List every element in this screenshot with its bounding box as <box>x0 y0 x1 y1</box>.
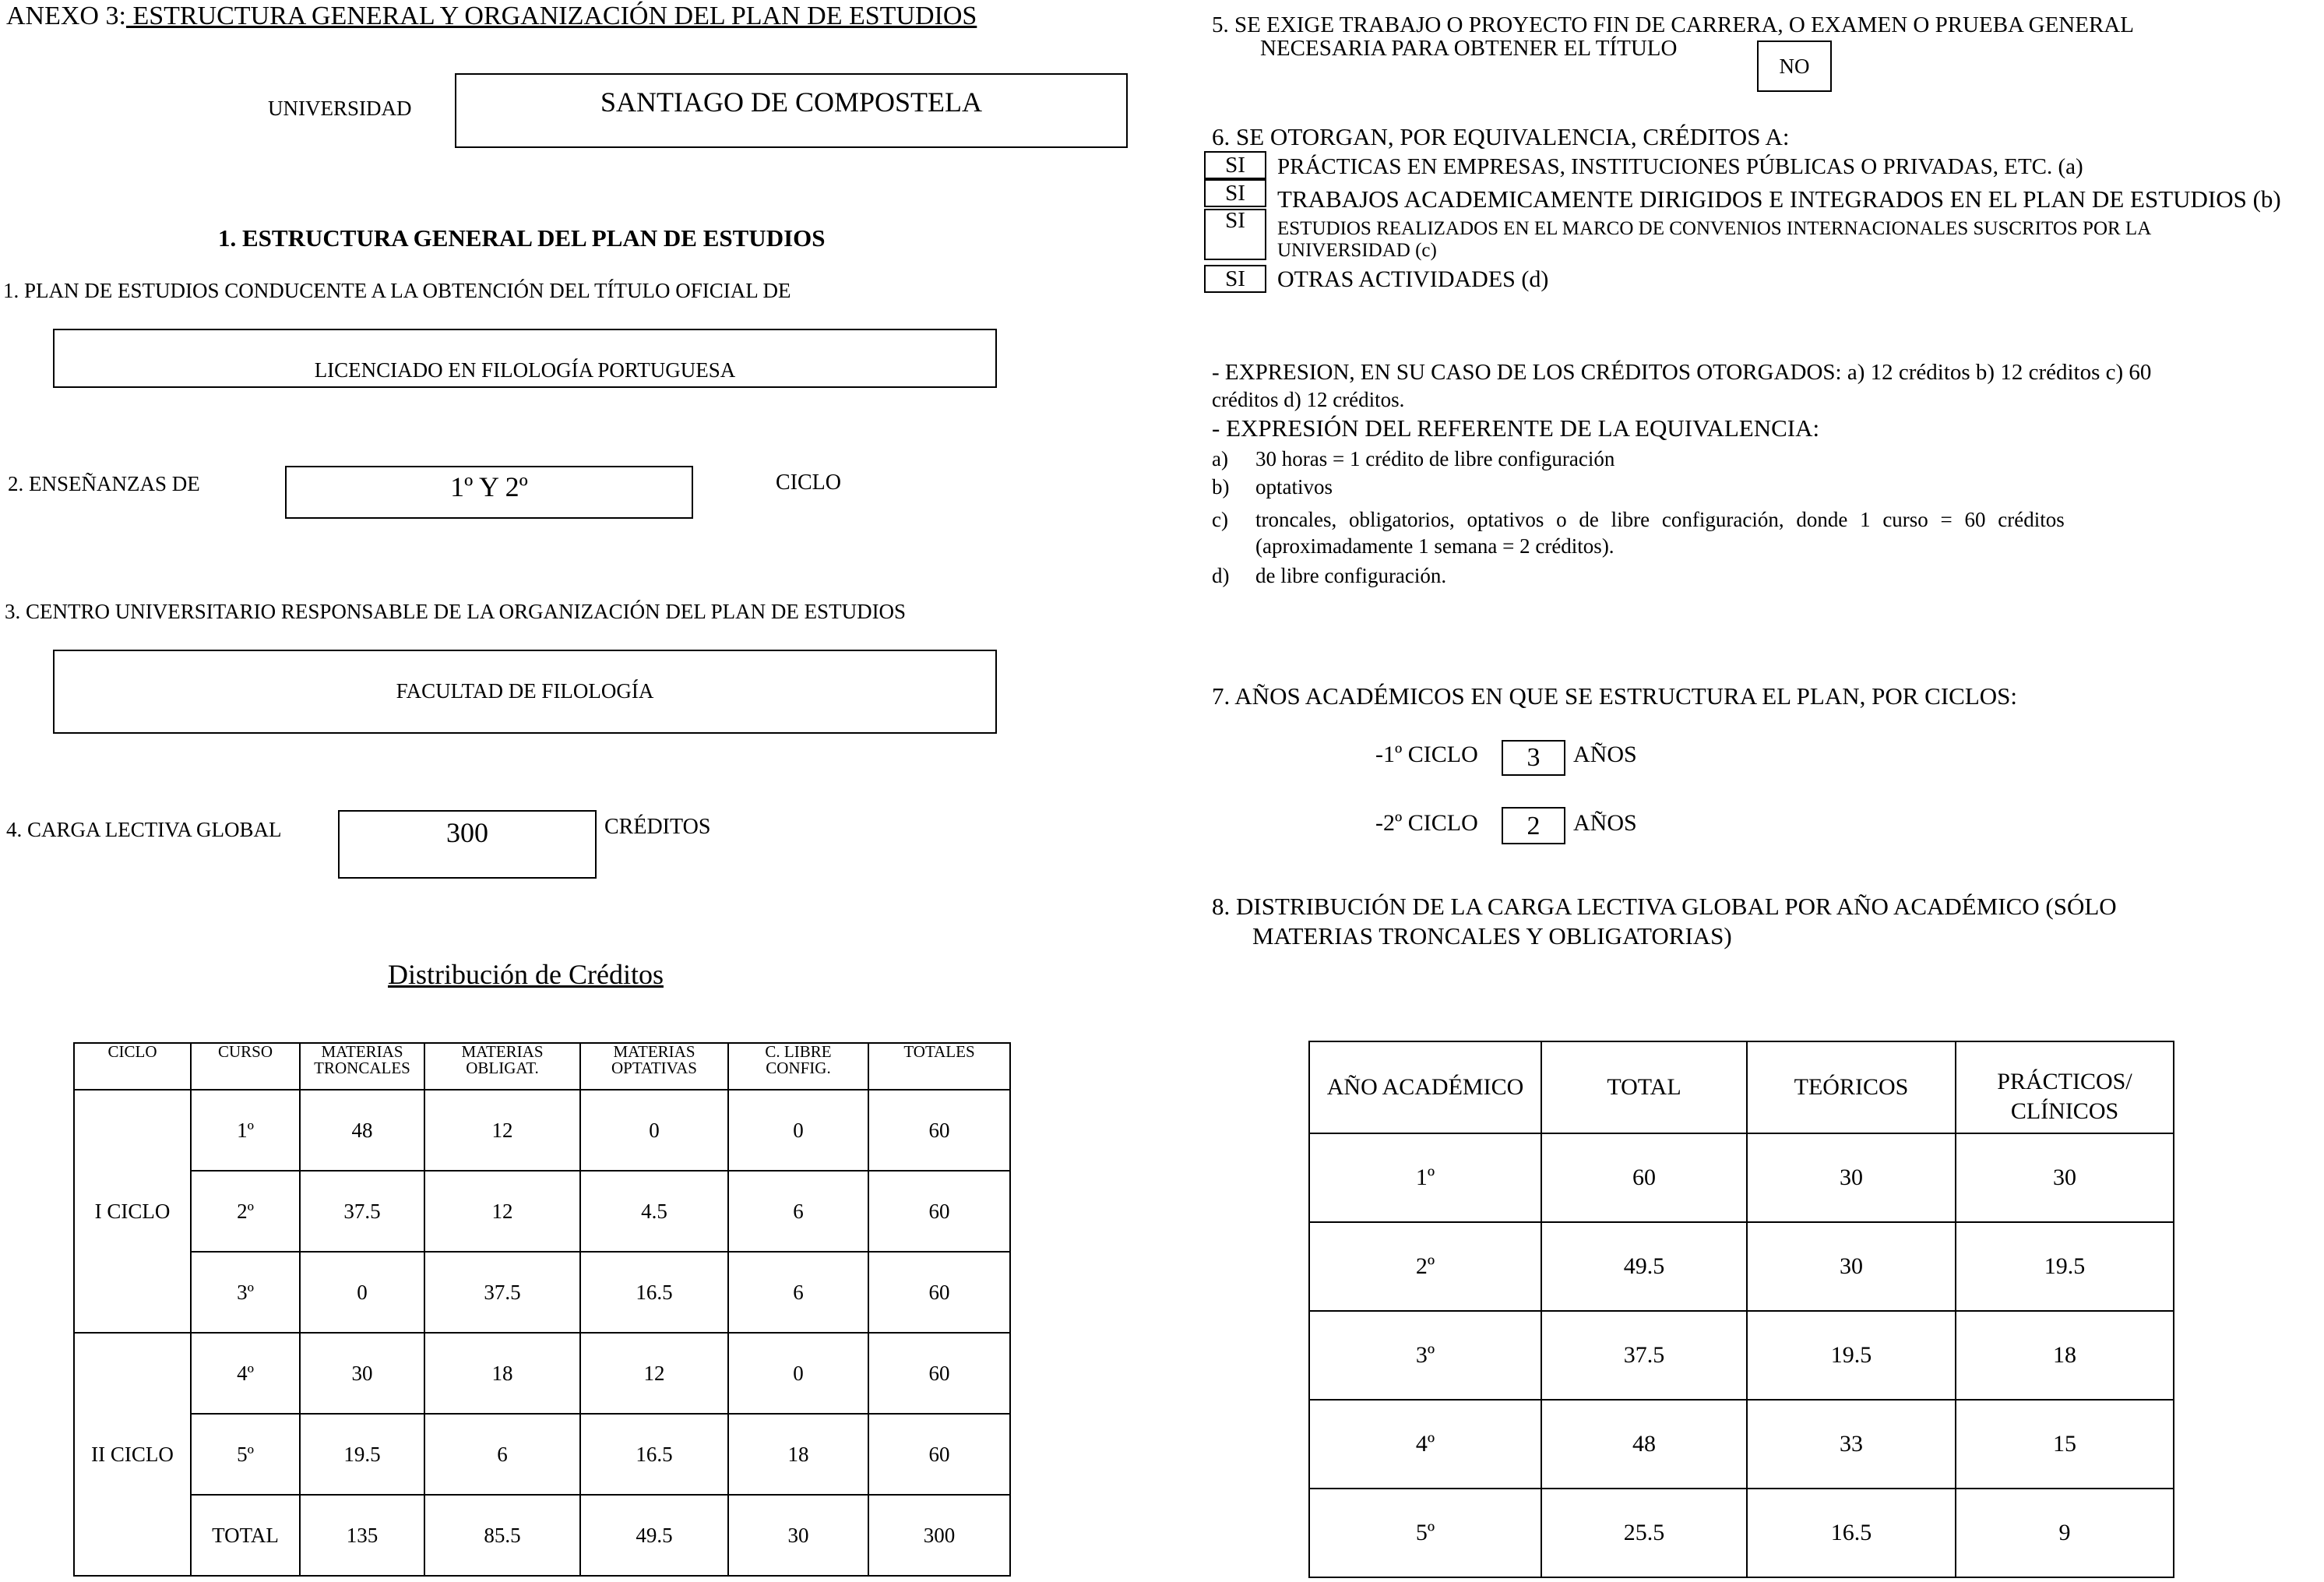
table-row <box>74 1252 1010 1333</box>
table-cell: 6 <box>728 1171 868 1252</box>
expresion-item-a: 30 horas = 1 crédito de libre configuración <box>1255 447 1615 470</box>
q8-line2: MATERIAS TRONCALES Y OBLIGATORIAS) <box>1252 922 1732 950</box>
header-teoricos: TEÓRICOS <box>1747 1041 1956 1133</box>
q6-item-b: TRABAJOS ACADEMICAMENTE DIRIGIDOS E INTEGRADOS EN EL PLAN DE ESTUDIOS (b) <box>1277 185 2281 213</box>
table-cell: 60 <box>1541 1133 1747 1222</box>
table-cell: 9 <box>1956 1489 2174 1577</box>
table-cell: 2º <box>191 1171 300 1252</box>
table-cell: 6 <box>728 1252 868 1333</box>
q4-label: 4. CARGA LECTIVA GLOBAL <box>6 818 282 841</box>
header-libre: C. LIBRE CONFIG. <box>728 1043 868 1090</box>
q2-label: 2. ENSEÑANZAS DE <box>8 472 200 495</box>
table-cell: 30 <box>1956 1133 2174 1222</box>
header-optativas: MATERIAS OPTATIVAS <box>580 1043 728 1090</box>
table-cell: 15 <box>1956 1400 2174 1489</box>
table-cell: 18 <box>728 1414 868 1495</box>
table-cell: 37.5 <box>1541 1311 1747 1400</box>
universidad-label: UNIVERSIDAD <box>268 97 412 120</box>
header-curso: CURSO <box>191 1043 300 1090</box>
q6-mark-d: SI <box>1204 265 1266 293</box>
table-cell: 37.5 <box>424 1252 580 1333</box>
table-cell: 300 <box>868 1495 1010 1576</box>
table-cell: 60 <box>868 1252 1010 1333</box>
q7-ciclo1-field <box>1502 740 1565 776</box>
q5-line2: NECESARIA PARA OBTENER EL TÍTULO <box>1260 36 1678 61</box>
q7-ciclo2-field <box>1502 807 1565 844</box>
table-cell: 60 <box>868 1414 1010 1495</box>
table-cell: 16.5 <box>580 1252 728 1333</box>
table-cell: 30 <box>1747 1133 1956 1222</box>
title-prefix: ANEXO 3: <box>6 2 126 30</box>
q7-ciclo1-label: -1º CICLO <box>1375 742 1478 767</box>
header-total: TOTAL <box>1541 1041 1747 1133</box>
expresion-line1: - EXPRESION, EN SU CASO DE LOS CRÉDITOS OTORGADOS: a) 12 créditos b) 12 créditos c) 60 <box>1212 360 2152 385</box>
expresion-key-b: b) <box>1212 475 1230 499</box>
table-cell: 85.5 <box>424 1495 580 1576</box>
table-cell: 6 <box>424 1414 580 1495</box>
table-row <box>74 1414 1010 1495</box>
q6-item-a: PRÁCTICAS EN EMPRESAS, INSTITUCIONES PÚBLICAS O PRIVADAS, ETC. (a) <box>1277 154 2083 179</box>
table-cell: 0 <box>728 1333 868 1414</box>
table-cell: 25.5 <box>1541 1489 1747 1577</box>
table-row <box>1309 1222 2174 1311</box>
q4-value: 300 <box>446 817 488 848</box>
q6-item-c: ESTUDIOS REALIZADOS EN EL MARCO DE CONVENIOS INTERNACIONALES SUSCRITOS POR LA <box>1277 218 2152 239</box>
q6-mark-b: SI <box>1204 179 1266 207</box>
q8-line1: 8. DISTRIBUCIÓN DE LA CARGA LECTIVA GLOBAL POR AÑO ACADÉMICO (SÓLO <box>1212 893 2117 920</box>
q5-line1: 5. SE EXIGE TRABAJO O PROYECTO FIN DE CARRERA, O EXAMEN O PRUEBA GENERAL <box>1212 12 2134 37</box>
q2-suffix: CICLO <box>776 470 841 495</box>
table-cell: 60 <box>868 1333 1010 1414</box>
q6-item-c2: UNIVERSIDAD (c) <box>1277 240 1437 261</box>
header-troncales: MATERIAS TRONCALES <box>300 1043 424 1090</box>
year-table <box>1308 1041 2174 1578</box>
q6-label: 6. SE OTORGAN, POR EQUIVALENCIA, CRÉDITOS A: <box>1212 123 1790 150</box>
table-cell: 12 <box>424 1171 580 1252</box>
table-cell: 0 <box>728 1090 868 1171</box>
q5-field <box>1757 41 1832 92</box>
table-row <box>74 1495 1010 1576</box>
header-ciclo: CICLO <box>74 1043 191 1090</box>
header-obligat: MATERIAS OBLIGAT. <box>424 1043 580 1090</box>
table-cell: 0 <box>580 1090 728 1171</box>
expresion-line2: créditos d) 12 créditos. <box>1212 388 1405 411</box>
credits-header-row <box>74 1043 1010 1090</box>
table-cell: 4.5 <box>580 1171 728 1252</box>
table-cell: 37.5 <box>300 1171 424 1252</box>
title-text: ESTRUCTURA GENERAL Y ORGANIZACIÓN DEL PLAN DE ESTUDIOS <box>125 2 977 30</box>
table-row <box>74 1090 1010 1171</box>
q3-field <box>53 650 997 734</box>
q7-ciclo1-value: 3 <box>1526 743 1541 772</box>
ciclo-cell: I CICLO <box>74 1090 191 1333</box>
credits-table <box>73 1042 1011 1577</box>
q3-label: 3. CENTRO UNIVERSITARIO RESPONSABLE DE LA ORGANIZACIÓN DEL PLAN DE ESTUDIOS <box>5 600 907 623</box>
universidad-value: SANTIAGO DE COMPOSTELA <box>600 86 982 118</box>
table-row <box>1309 1489 2174 1577</box>
table-cell: 5º <box>1309 1489 1541 1577</box>
header-totales: TOTALES <box>868 1043 1010 1090</box>
table-cell: 135 <box>300 1495 424 1576</box>
table-cell: 48 <box>1541 1400 1747 1489</box>
table-cell: TOTAL <box>191 1495 300 1576</box>
q1-field <box>53 329 997 388</box>
q7-ciclo2-unit: AÑOS <box>1573 810 1637 836</box>
expresion-item-c: troncales, obligatorios, optativos o de libre configuración, donde 1 curso = 60 créditos <box>1255 508 2065 531</box>
q7-ciclo1-unit: AÑOS <box>1573 742 1637 767</box>
table-cell: 2º <box>1309 1222 1541 1311</box>
table-row <box>74 1333 1010 1414</box>
table-cell: 48 <box>300 1090 424 1171</box>
table-cell: 30 <box>1747 1222 1956 1311</box>
table-cell: 16.5 <box>580 1414 728 1495</box>
table-cell: 4º <box>191 1333 300 1414</box>
table-cell: 19.5 <box>300 1414 424 1495</box>
q7-ciclo2-label: -2º CICLO <box>1375 810 1478 836</box>
table-row <box>1309 1400 2174 1489</box>
table-cell: 5º <box>191 1414 300 1495</box>
table-row <box>74 1171 1010 1252</box>
table-cell: 18 <box>424 1333 580 1414</box>
expresion-key-d: d) <box>1212 564 1230 587</box>
table-cell: 19.5 <box>1747 1311 1956 1400</box>
table-cell: 0 <box>300 1252 424 1333</box>
q6-item-d: OTRAS ACTIVIDADES (d) <box>1277 266 1549 292</box>
expresion-key-a: a) <box>1212 447 1228 470</box>
table-row <box>1309 1311 2174 1400</box>
q1-label: 1. PLAN DE ESTUDIOS CONDUCENTE A LA OBTENCIÓN DEL TÍTULO OFICIAL DE <box>3 279 791 302</box>
table-cell: 12 <box>580 1333 728 1414</box>
table-cell: 60 <box>868 1171 1010 1252</box>
table-cell: 1º <box>191 1090 300 1171</box>
table-cell: 3º <box>191 1252 300 1333</box>
q1-value: LICENCIADO EN FILOLOGÍA PORTUGUESA <box>314 358 736 382</box>
table-cell: 33 <box>1747 1400 1956 1489</box>
universidad-field <box>455 73 1128 148</box>
table-cell: 3º <box>1309 1311 1541 1400</box>
q2-value: 1º Y 2º <box>450 471 528 502</box>
table-cell: 12 <box>424 1090 580 1171</box>
q6-mark-c: SI <box>1204 209 1266 260</box>
expresion-item-d: de libre configuración. <box>1255 564 1447 587</box>
q5-value: NO <box>1779 55 1810 78</box>
q4-field <box>338 810 597 879</box>
table-cell: 49.5 <box>1541 1222 1747 1311</box>
table-cell: 30 <box>728 1495 868 1576</box>
table-cell: 19.5 <box>1956 1222 2174 1311</box>
q6-mark-a: SI <box>1204 151 1266 179</box>
q2-field <box>285 466 693 519</box>
q7-ciclo2-value: 2 <box>1526 812 1541 840</box>
table-cell: 60 <box>868 1090 1010 1171</box>
table-cell: 16.5 <box>1747 1489 1956 1577</box>
q7-label: 7. AÑOS ACADÉMICOS EN QUE SE ESTRUCTURA EL PLAN, POR CICLOS: <box>1212 682 2018 710</box>
table-cell: 49.5 <box>580 1495 728 1576</box>
q4-suffix: CRÉDITOS <box>604 815 711 839</box>
table-cell: 18 <box>1956 1311 2174 1400</box>
dist-title: Distribución de Créditos <box>388 959 664 990</box>
expresion-key-c: c) <box>1212 508 1228 531</box>
expresion-item-c2: (aproximadamente 1 semana = 2 créditos). <box>1255 534 1614 558</box>
table-cell: 1º <box>1309 1133 1541 1222</box>
header-ano: AÑO ACADÉMICO <box>1309 1041 1541 1133</box>
header-practicos: PRÁCTICOS/ CLÍNICOS <box>1956 1041 2174 1133</box>
expresion-item-b: optativos <box>1255 475 1333 499</box>
table-row <box>1309 1133 2174 1222</box>
table-cell: 30 <box>300 1333 424 1414</box>
table-cell: 4º <box>1309 1400 1541 1489</box>
q3-value: FACULTAD DE FILOLOGÍA <box>396 679 654 703</box>
page-title <box>6 2 977 31</box>
year-header-row <box>1309 1041 2174 1133</box>
expresion-ref-label: - EXPRESIÓN DEL REFERENTE DE LA EQUIVALENCIA: <box>1212 414 1820 442</box>
ciclo-cell: II CICLO <box>74 1333 191 1576</box>
section1-heading: 1. ESTRUCTURA GENERAL DEL PLAN DE ESTUDIOS <box>218 224 826 252</box>
